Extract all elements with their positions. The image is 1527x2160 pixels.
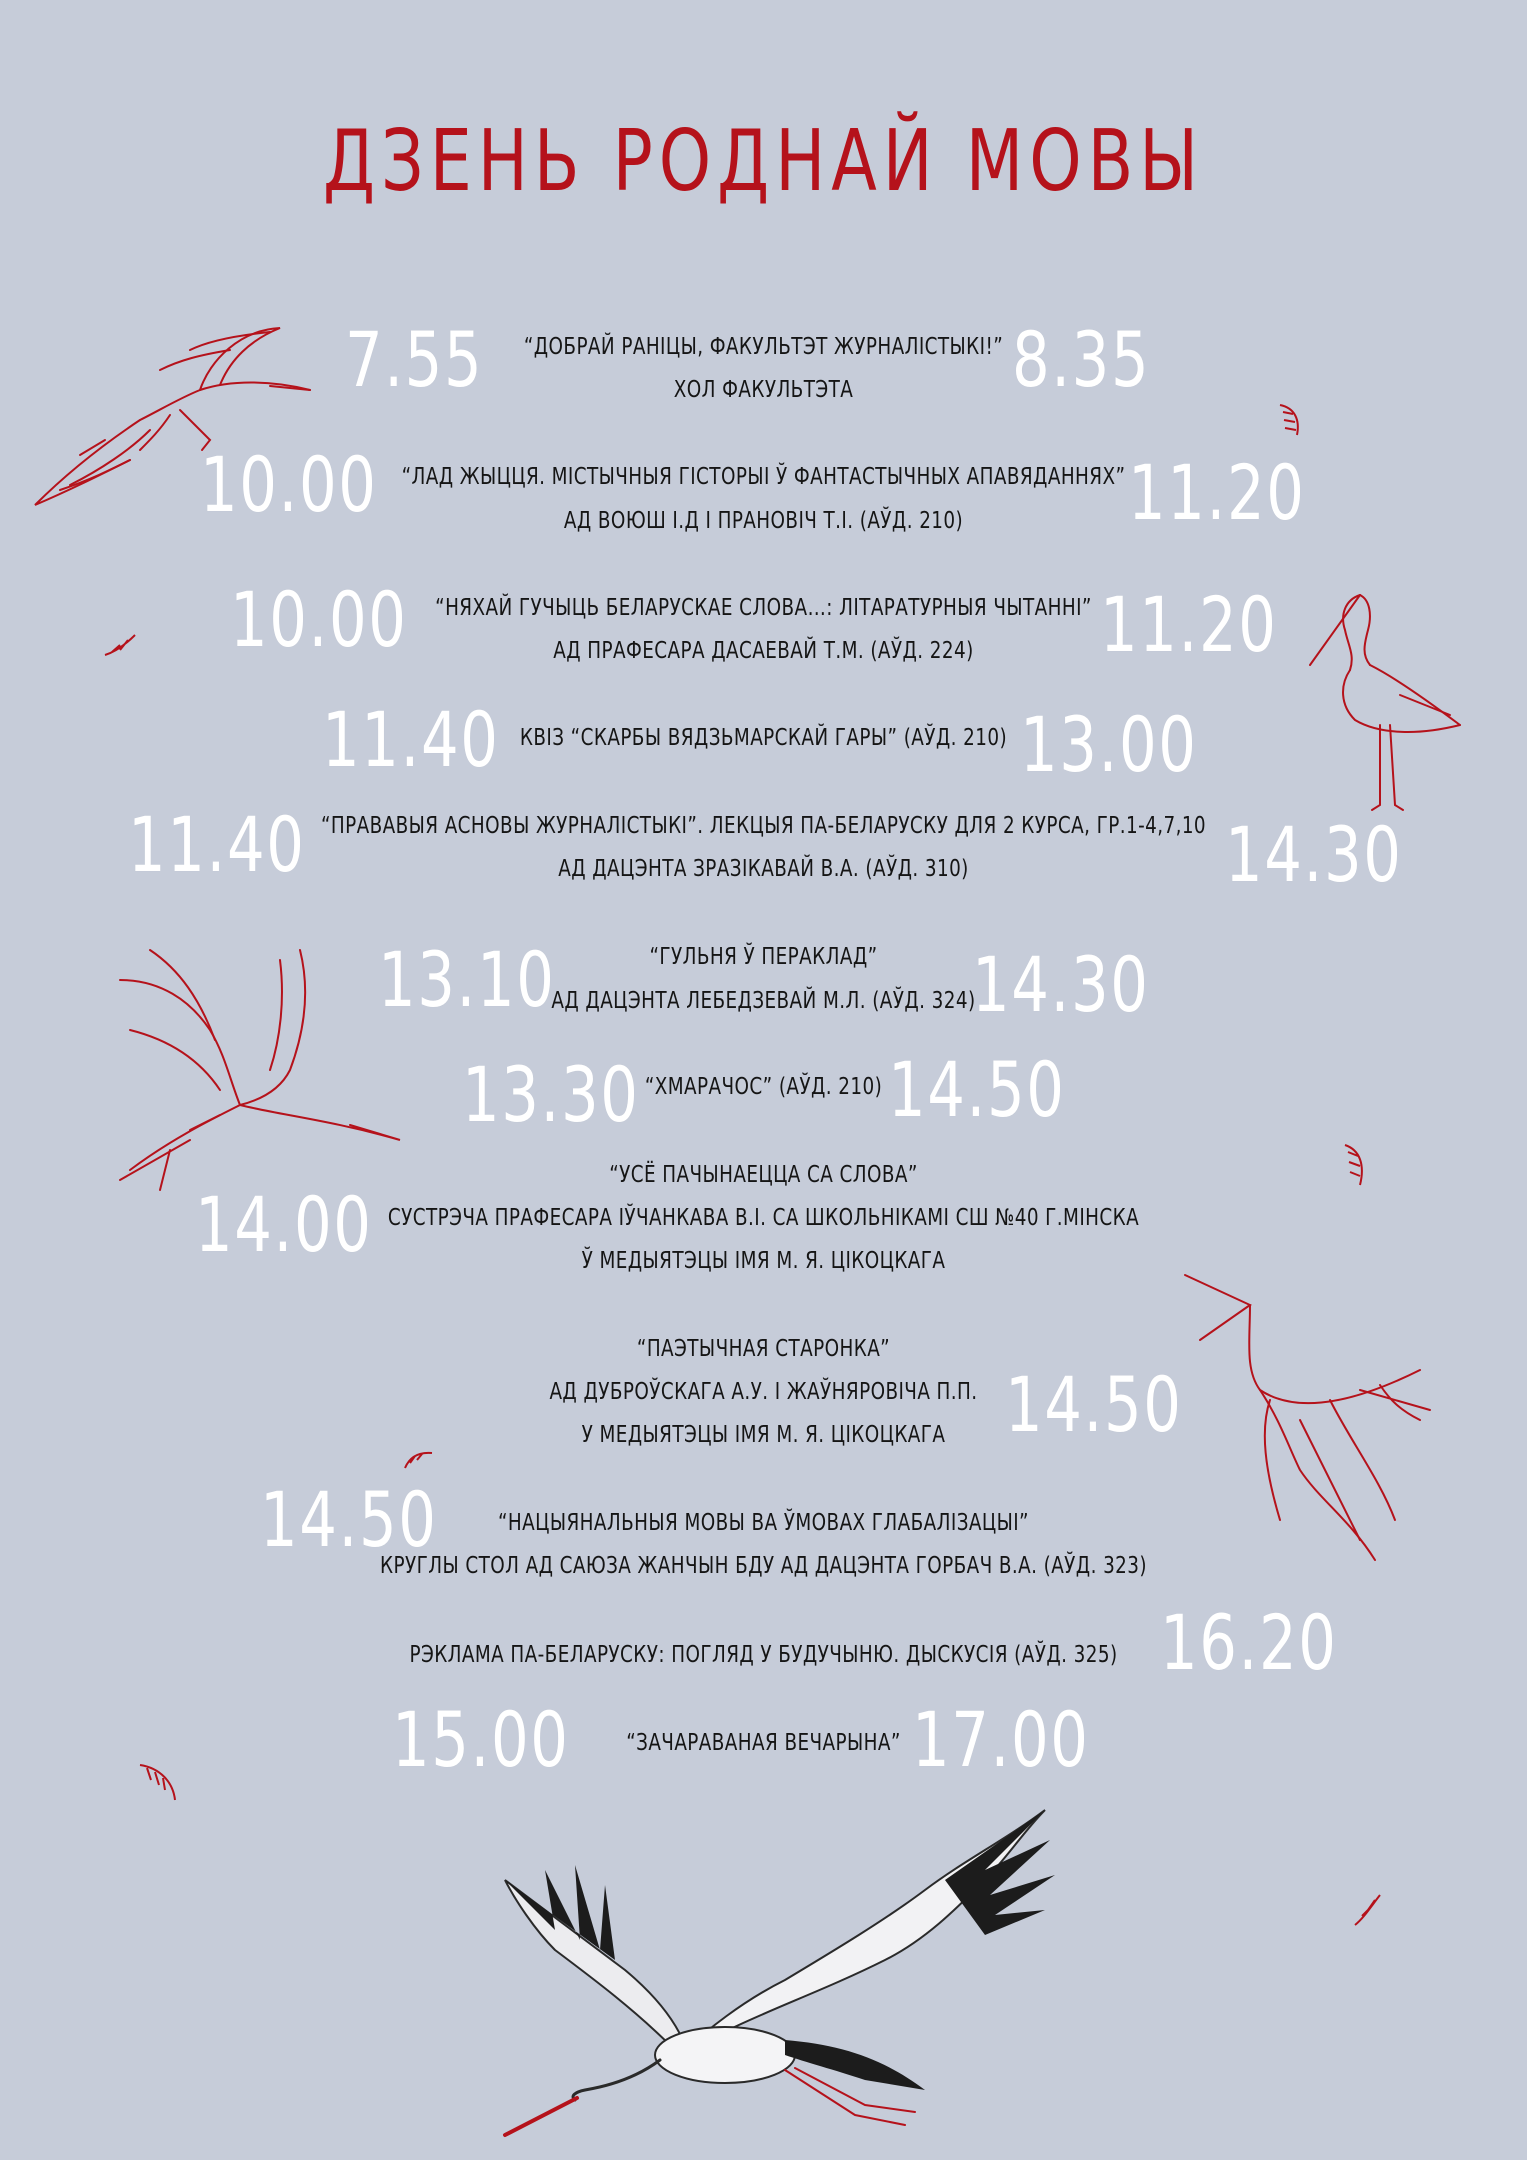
- event-end-time: 13.00: [1020, 700, 1198, 789]
- event-start-time: 14.00: [195, 1180, 373, 1269]
- feather-icon: [400, 1448, 435, 1473]
- feather-icon: [1350, 1890, 1385, 1930]
- event-end-time: 14.30: [972, 940, 1150, 1029]
- event-detail: АД ДАЦЭНТА ЛЕБЕДЗЕВАЙ М.Л. (АЎД. 324): [551, 988, 976, 1014]
- event-title: “ПАЭТЫЧНАЯ СТАРОНКА”: [636, 1336, 891, 1362]
- event-detail: АД ДУБРОЎСКАГА А.У. І ЖАЎНЯРОВІЧА П.П.: [549, 1379, 978, 1405]
- event-title: “УСЁ ПАЧЫНАЕЦЦА СА СЛОВА”: [609, 1162, 918, 1188]
- event-detail: Ў МЕДЫЯТЭЦЫ ІМЯ М. Я. ЦІКОЦКАГА: [581, 1248, 946, 1274]
- feather-icon: [135, 1760, 180, 1805]
- feather-icon: [1340, 1140, 1370, 1190]
- event-title: “ГУЛЬНЯ Ў ПЕРАКЛАД”: [649, 944, 878, 970]
- event-start-time: 11.40: [322, 695, 500, 784]
- flying-stork-sketch-icon: [1180, 1270, 1440, 1570]
- event-title: “ДОБРАЙ РАНІЦЫ, ФАКУЛЬТЭТ ЖУРНАЛІСТЫКІ!”: [523, 334, 1004, 360]
- event-title: “ПРАВАВЫЯ АСНОВЫ ЖУРНАЛІСТЫКІ”. ЛЕКЦЫЯ ПА-БЕЛАРУСКУ ДЛЯ 2 КУРСА, ГР.1-4,7,10: [320, 813, 1207, 839]
- event-end-time: 8.35: [1012, 315, 1151, 404]
- event-start-time: 14.50: [260, 1475, 438, 1564]
- event-title: КВІЗ “СКАРБЫ ВЯДЗЬМАРСКАЙ ГАРЫ” (АЎД. 210): [519, 725, 1008, 751]
- event-start-time: 11.40: [128, 800, 306, 889]
- event-title: РЭКЛАМА ПА-БЕЛАРУСКУ: ПОГЛЯД У БУДУЧЫНЮ. ДЫСКУСІЯ (АЎД. 325): [409, 1642, 1118, 1668]
- event-start-time: 10.00: [230, 575, 408, 664]
- event-detail: АД ПРАФЕСАРА ДАСАЕВАЙ Т.М. (АЎД. 224): [553, 638, 974, 664]
- event-detail: КРУГЛЫ СТОЛ АД САЮЗА ЖАНЧЫН БДУ АД ДАЦЭНТА ГОРБАЧ В.А. (АЎД. 323): [380, 1553, 1147, 1579]
- event-title: “НЯХАЙ ГУЧЫЦЬ БЕЛАРУСКАЕ СЛОВА…: ЛІТАРАТУРНЫЯ ЧЫТАННІ”: [435, 595, 1092, 621]
- event-end-time: 14.50: [1005, 1360, 1183, 1449]
- event-detail: ХОЛ ФАКУЛЬТЭТА: [673, 377, 854, 403]
- event-end-time: 17.00: [912, 1695, 1090, 1784]
- event-end-time: 16.20: [1160, 1598, 1338, 1687]
- event-start-time: 15.00: [392, 1695, 570, 1784]
- event-end-time: 14.50: [888, 1045, 1066, 1134]
- event-detail: СУСТРЭЧА ПРАФЕСАРА ІЎЧАНКАВА В.І. СА ШКОЛЬНІКАМІ СШ №40 Г.МІНСКА: [387, 1205, 1140, 1231]
- event-end-time: 14.30: [1225, 810, 1403, 899]
- event-title: “НАЦЫЯНАЛЬНЫЯ МОВЫ ВА ЎМОВАХ ГЛАБАЛІЗАЦЫІ”: [498, 1510, 1029, 1536]
- feather-icon: [100, 630, 140, 660]
- flying-stork-sketch-icon: [110, 940, 410, 1200]
- painted-stork-illustration-icon: [485, 1800, 1055, 2140]
- event-start-time: 7.55: [345, 315, 484, 404]
- flying-stork-sketch-icon: [30, 320, 320, 520]
- event-detail: АД ВОЮШ І.Д І ПРАНОВІЧ Т.І. (АЎД. 210): [563, 508, 964, 534]
- event-detail: АД ДАЦЭНТА ЗРАЗІКАВАЙ В.А. (АЎД. 310): [558, 856, 969, 882]
- event-end-time: 11.20: [1100, 580, 1278, 669]
- event-start-time: 13.30: [462, 1050, 640, 1139]
- event-start-time: 13.10: [378, 935, 556, 1024]
- feather-icon: [1275, 400, 1305, 440]
- event-end-time: 11.20: [1128, 448, 1306, 537]
- page-title: ДЗЕНЬ РОДНАЙ МОВЫ: [322, 111, 1205, 211]
- standing-stork-sketch-icon: [1300, 585, 1470, 815]
- event-start-time: 10.00: [200, 440, 378, 529]
- event-title: “ЛАД ЖЫЦЦЯ. МІСТЫЧНЫЯ ГІСТОРЫІ Ў ФАНТАСТЫЧНЫХ АПАВЯДАННЯХ”: [401, 464, 1126, 490]
- event-title: “ЗАЧАРАВАНАЯ ВЕЧАРЫНА”: [626, 1730, 901, 1756]
- event-title: “ХМАРАЧОС” (АЎД. 210): [644, 1074, 883, 1100]
- event-detail: У МЕДЫЯТЭЦЫ ІМЯ М. Я. ЦІКОЦКАГА: [581, 1422, 946, 1448]
